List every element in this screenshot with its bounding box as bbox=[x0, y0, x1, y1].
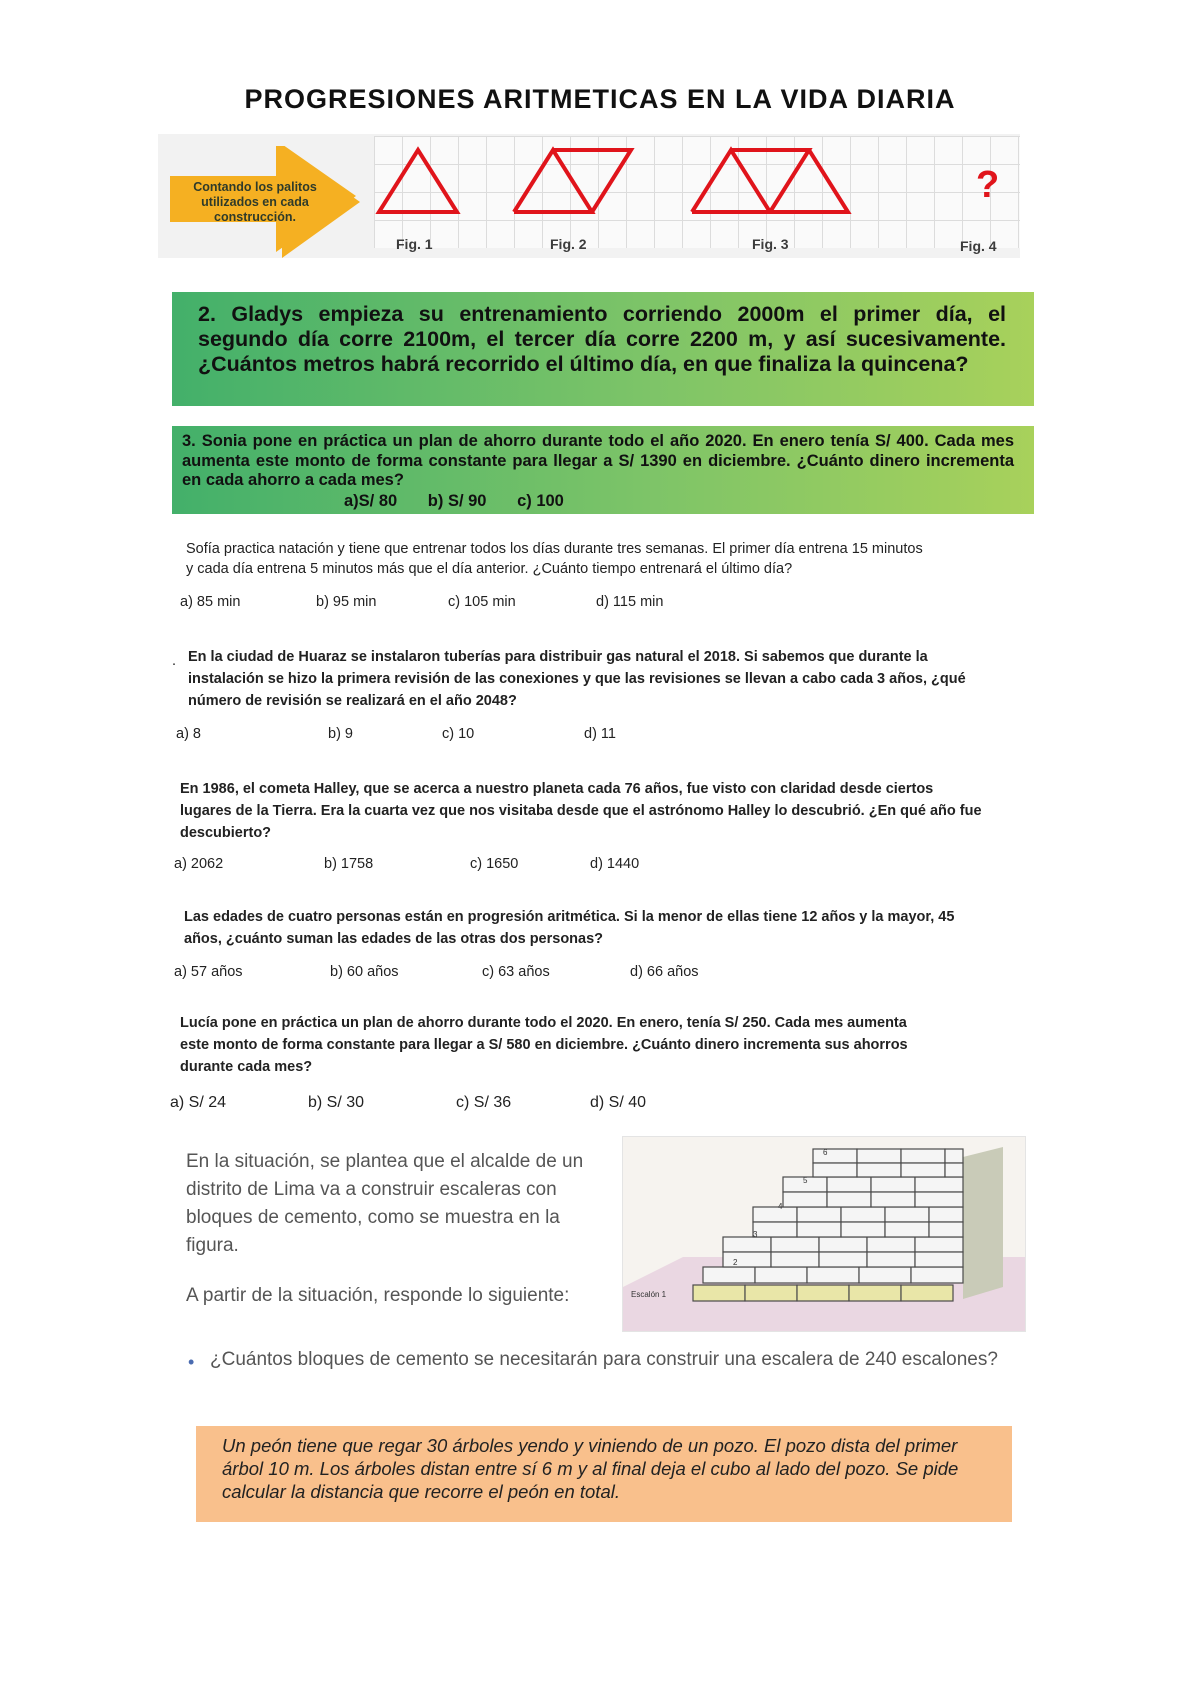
fig-2-label: Fig. 2 bbox=[550, 236, 587, 252]
halley-option-a: a) 2062 bbox=[174, 856, 224, 872]
stairs-drawing bbox=[623, 1137, 1025, 1331]
problem-3-options bbox=[344, 492, 590, 511]
huaraz-option-b: b) 9 bbox=[328, 726, 353, 742]
lucia-option-c: c) S/ 36 bbox=[456, 1094, 512, 1111]
problem-halley-line-1: En 1986, el cometa Halley, que se acerca a nuestro planeta cada 76 años, fue visto con claridad desde ciertos bbox=[180, 781, 934, 797]
problem-lucia-line-1: Lucía pone en práctica un plan de ahorro durante todo el 2020. En enero, tenía S/ 250. Cada mes aumenta bbox=[180, 1015, 907, 1031]
triangles-figures bbox=[374, 146, 894, 216]
problem-sofia-line-1: Sofía practica natación y tiene que entrenar todos los días durante tres semanas. El primer día entrena 15 minutos bbox=[186, 541, 923, 557]
problem-halley-line-2: lugares de la Tierra. Era la cuarta vez que nos visitaba desde que el astrónomo Halley lo descubrió. ¿En qué año fue bbox=[180, 803, 982, 819]
huaraz-option-a: a) 8 bbox=[176, 726, 201, 742]
problem-halley-line-3: descubierto? bbox=[180, 825, 272, 841]
problem-edades-line-1: Las edades de cuatro personas están en progresión aritmética. Si la menor de ellas tiene 12 años y la mayor, 45 bbox=[184, 909, 955, 925]
problem-huaraz-line-2: instalación se hizo la primera revisión de las conexiones y que las revisiones se llevan a cabo cada 3 años, ¿qué bbox=[188, 671, 966, 687]
edades-option-c: c) 63 años bbox=[482, 964, 550, 980]
problem-sofia-line-2: y cada día entrena 5 minutos más que el día anterior. ¿Cuánto tiempo entrenará el último día? bbox=[186, 561, 793, 577]
stairs-label-1: Escalón 1 bbox=[631, 1290, 667, 1299]
sofia-option-b: b) 95 min bbox=[316, 594, 377, 610]
sofia-option-c: c) 105 min bbox=[448, 594, 516, 610]
huaraz-option-c: c) 10 bbox=[442, 726, 475, 742]
fig-1-label: Fig. 1 bbox=[396, 236, 433, 252]
stairs-label-4: 4 bbox=[778, 1202, 783, 1211]
arrow-text: Contando los palitos utilizados en cada construcción. bbox=[193, 180, 317, 224]
sofia-option-a: a) 85 min bbox=[180, 594, 241, 610]
stairs-figure bbox=[622, 1136, 1026, 1332]
fig3-triangle-c bbox=[770, 150, 848, 212]
halley-option-b: b) 1758 bbox=[324, 856, 374, 872]
page-title: PROGRESIONES ARITMETICAS EN LA VIDA DIARIA bbox=[244, 84, 956, 114]
problem-2-text: 2. Gladys empieza su entrenamiento corriendo 2000m el primer día, el segundo día corre 2100m, el tercer día corre 2200 m, y así sucesivamente. ¿Cuántos metros habrá recorrido el último día, en que finaliza la quincena? bbox=[198, 302, 1006, 376]
problem-huaraz-bullet: . bbox=[172, 653, 177, 669]
fig3-triangle-a bbox=[692, 150, 770, 212]
fig2-triangle-b bbox=[553, 150, 631, 212]
stairs-question: ¿Cuántos bloques de cemento se necesitarán para construir una escalera de 240 escalones? bbox=[210, 1349, 998, 1370]
problem-lucia-line-2: este monto de forma constante para llegar a S/ 580 en diciembre. ¿Cuánto dinero incrementa sus ahorros bbox=[180, 1037, 908, 1053]
fig1-triangle bbox=[379, 150, 457, 212]
stairs-label-5: 5 bbox=[803, 1176, 808, 1185]
stairs-label-3: 3 bbox=[753, 1230, 758, 1239]
fig-4-label: Fig. 4 bbox=[960, 238, 997, 254]
problem-lucia-line-3: durante cada mes? bbox=[180, 1059, 313, 1075]
problem-huaraz-line-1: En la ciudad de Huaraz se instalaron tuberías para distribuir gas natural el 2018. Si sabemos que durante la bbox=[188, 649, 928, 665]
lucia-option-b: b) S/ 30 bbox=[308, 1094, 365, 1111]
question-mark: ? bbox=[976, 164, 1000, 206]
lucia-option-a: a) S/ 24 bbox=[170, 1094, 227, 1111]
option-c: c) 100 bbox=[517, 492, 564, 510]
stairs-paragraph-1: En la situación, se plantea que el alcalde de un distrito de Lima va a construir escaleras con bloques de cemento, como se muestra en la figura. bbox=[186, 1151, 584, 1256]
option-b: b) S/ 90 bbox=[427, 492, 487, 510]
edades-option-b: b) 60 años bbox=[330, 964, 399, 980]
problem-3-text: 3. Sonia pone en práctica un plan de ahorro durante todo el año 2020. En enero tenía S/ 400. Cada mes aumenta este monto de forma constante para llegar a S/ 1390 en diciembre. ¿Cuánto dinero incrementa en cada ahorro a cada mes? bbox=[182, 432, 1014, 489]
problem-edades-line-2: años, ¿cuánto suman las edades de las otras dos personas? bbox=[184, 931, 604, 947]
edades-option-d: d) 66 años bbox=[630, 964, 699, 980]
halley-option-d: d) 1440 bbox=[590, 856, 640, 872]
halley-option-c: c) 1650 bbox=[470, 856, 519, 872]
problem-huaraz-line-3: número de revisión se realizará en el año 2048? bbox=[188, 693, 517, 709]
fig2-triangle-a bbox=[514, 150, 592, 212]
huaraz-option-d: d) 11 bbox=[584, 726, 616, 742]
stairs-label-2: 2 bbox=[733, 1258, 738, 1267]
fig3-triangle-b bbox=[731, 150, 809, 212]
stairs-paragraph-2: A partir de la situación, responde lo siguiente: bbox=[186, 1285, 570, 1306]
bullet-dot: • bbox=[188, 1352, 195, 1372]
lucia-option-d: d) S/ 40 bbox=[590, 1094, 647, 1111]
fig-3-label: Fig. 3 bbox=[752, 236, 789, 252]
problem-peon-text: Un peón tiene que regar 30 árboles yendo y viniendo de un pozo. El pozo dista del primer árbol 10 m. Los árboles distan entre sí 6 m y al final deja el cubo al lado del pozo. Se pide calcular la distancia que recorre el peón en total. bbox=[222, 1435, 959, 1502]
stairs-label-6: 6 bbox=[823, 1148, 828, 1157]
option-a: a)S/ 80 bbox=[344, 492, 398, 510]
sofia-option-d: d) 115 min bbox=[596, 594, 664, 610]
edades-option-a: a) 57 años bbox=[174, 964, 243, 980]
